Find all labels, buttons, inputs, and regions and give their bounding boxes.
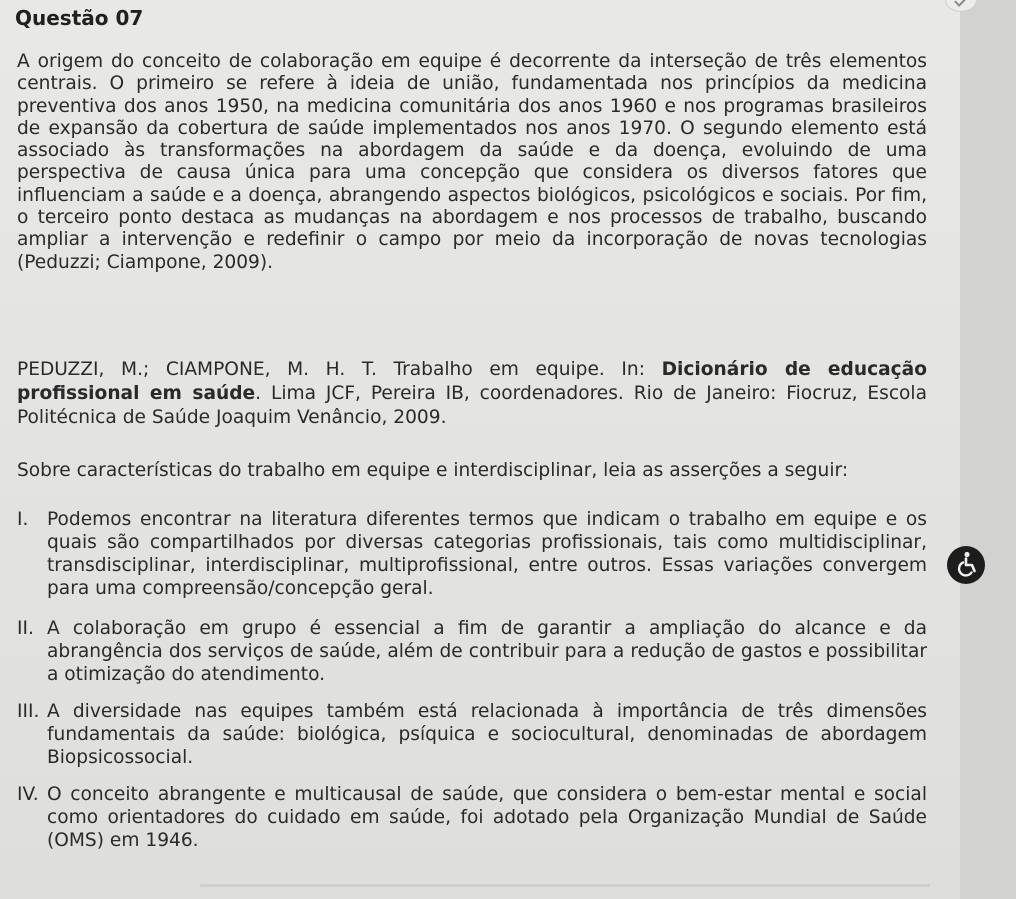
- accessibility-icon[interactable]: [947, 546, 985, 584]
- right-margin: [960, 0, 1016, 899]
- reference-suffix: . Lima JCF, Pereira IB, coordenadores. Rio de Janeiro: Fiocruz, Escola Politécnica de Saúde Joaquim Venâncio, 2009.: [17, 383, 927, 428]
- reference-citation: [17, 358, 927, 430]
- reference-prefix: PEDUZZI, M.; CIAMPONE, M. H. T. Trabalho em equipe. In:: [17, 359, 662, 380]
- divider: [200, 884, 930, 887]
- reference-title: Dicionário de educação profissional em saúde: [17, 359, 927, 404]
- assertion-text: A diversidade nas equipes também está relacionada à importância de três dimensões fundamentais da saúde: biológica, psíquica e sociocultural, denominadas de abordagem Biopsicossocial.: [47, 701, 927, 768]
- assertion-text: A colaboração em grupo é essencial a fim de garantir a ampliação do alcance e da abrangência dos serviços de saúde, além de contribuir para a redução de gastos e possibilitar a otimização do atendimento.: [47, 618, 927, 685]
- question-title: Questão 07: [15, 6, 144, 30]
- question-intro: Sobre características do trabalho em equipe e interdisciplinar, leia as asserções a seguir:: [17, 460, 849, 481]
- assertion-item: [17, 700, 927, 769]
- assertion-number: I.: [17, 509, 29, 530]
- assertion-text: Podemos encontrar na literatura diferentes termos que indicam o trabalho em equipe e os quais são compartilhados por diversas categorias profissionais, tais como multidisciplinar, transdisciplinar, interdisciplinar, multiprofissional, entre outros. Essas variações convergem para uma compreensão/concepção geral.: [47, 509, 927, 599]
- assertion-number: IV.: [17, 784, 39, 805]
- assertion-item: [17, 617, 927, 686]
- assertion-item: [17, 783, 927, 852]
- assertion-text: O conceito abrangente e multicausal de saúde, que considera o bem-estar mental e social como orientadores do cuidado em saúde, foi adotado pela Organização Mundial de Saúde (OMS) em 1946.: [47, 784, 927, 851]
- assertion-number: III.: [17, 701, 40, 722]
- assertion-item: [17, 508, 927, 600]
- question-paragraph: A origem do conceito de colaboração em equipe é decorrente da interseção de três elementos centrais. O primeiro se refere à ideia de união, fundamentada nos princípios da medicina preventiva dos anos 1950, na medicina comunitária dos anos 1960 e nos programas brasileiros de expansão da cobertura de saúde implementados nos anos 1970. O segundo elemento está associado às transformações na abordagem da saúde e da doença, evoluindo de uma perspectiva de causa única para uma concepção que considera os diversos fatores que influenciam a saúde e a doença, abrangendo aspectos biológicos, psicológicos e sociais. Por fim, o terceiro ponto destaca as mudanças na abordagem e nos processos de trabalho, buscando ampliar a intervenção e redefinir o campo por meio da incorporação de novas tecnologias (Peduzzi; Ciampone, 2009).: [17, 51, 927, 273]
- assertion-number: II.: [17, 618, 34, 639]
